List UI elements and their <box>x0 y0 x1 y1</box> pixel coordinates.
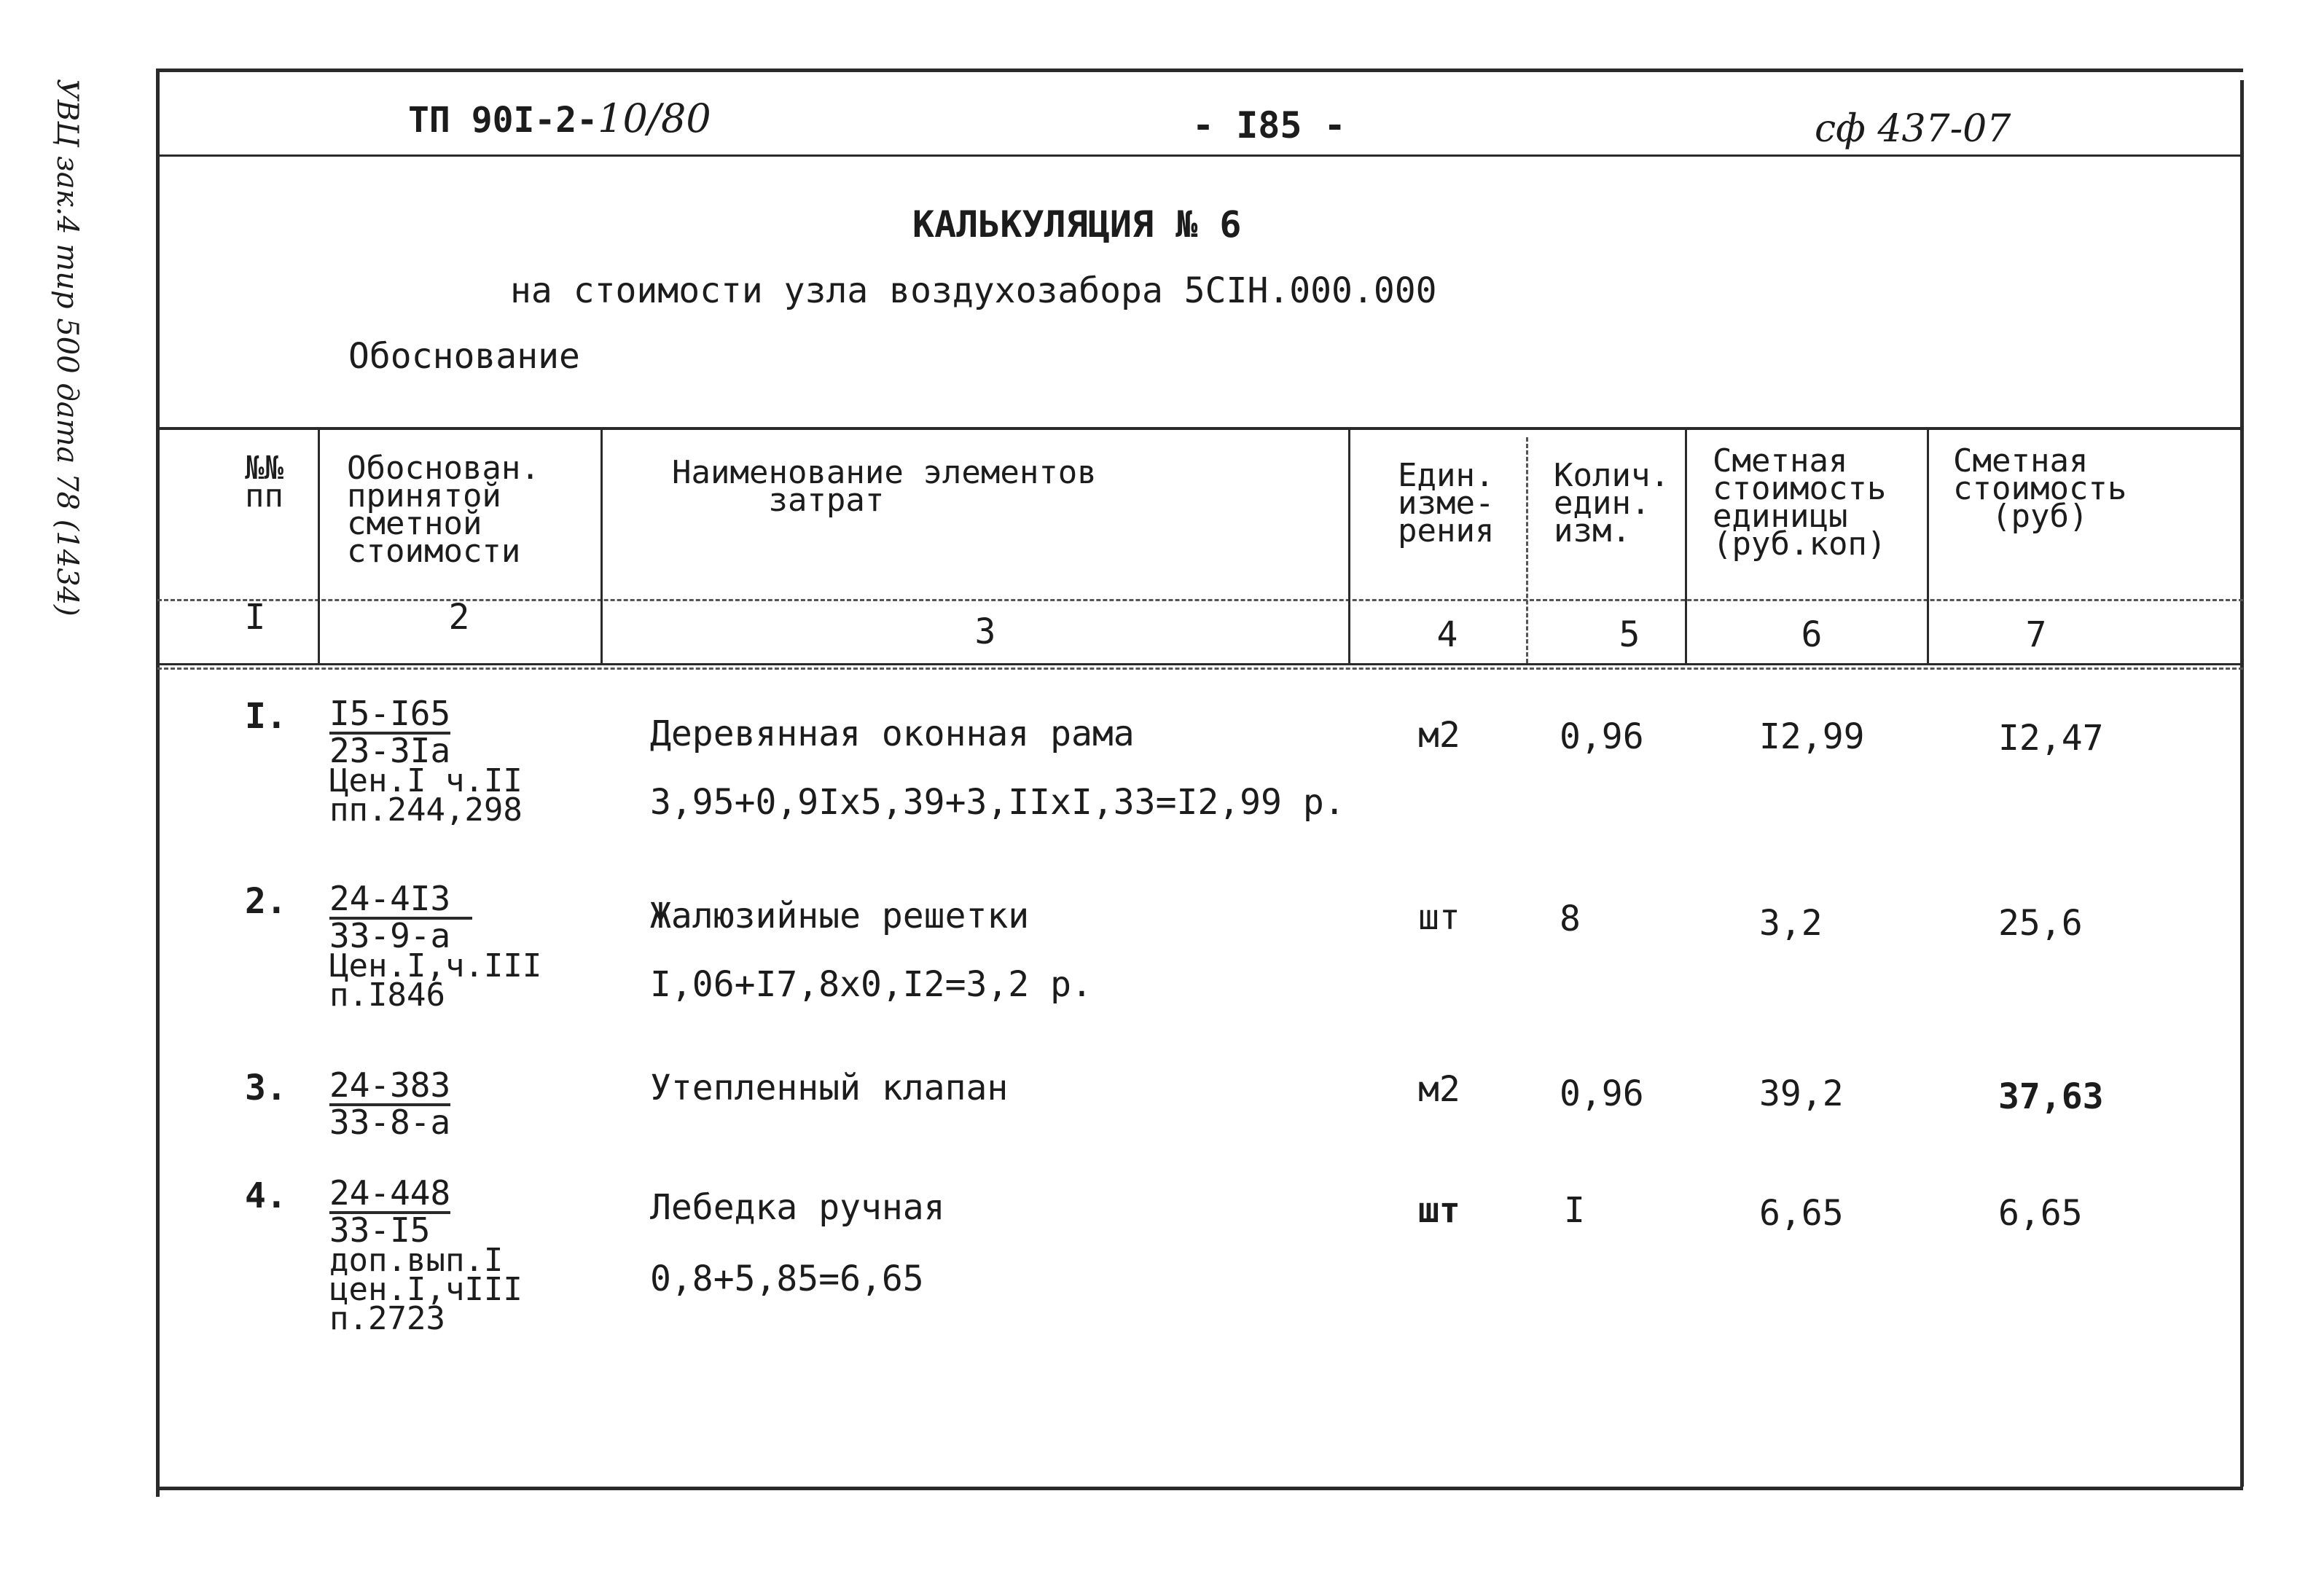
col-divider-3 <box>1348 428 1350 663</box>
header-basis: Обоснован. принятой сметной стоимости <box>347 450 540 570</box>
row-4-name: Лебедка ручная <box>650 1187 945 1228</box>
header-number: №№ пп <box>245 450 283 514</box>
row-4-total: 6,65 <box>1998 1193 2083 1234</box>
header-total-cost: Сметная стоимость (руб) <box>1953 442 2127 535</box>
row-2-quantity: 8 <box>1560 899 1581 939</box>
column-number-4: 4 <box>1436 614 1458 655</box>
col-divider-2 <box>600 428 603 663</box>
header-name: Наименование элементов затрат <box>672 454 1097 519</box>
table-top-rule <box>157 427 2243 430</box>
row-1-quantity: 0,96 <box>1560 716 1644 757</box>
column-number-1: I <box>244 597 266 638</box>
column-number-3: 3 <box>974 611 996 652</box>
column-number-6: 6 <box>1801 614 1823 655</box>
row-3-basis: 24-383 33-8-а <box>329 1065 451 1142</box>
row-1-calculation: 3,95+0,9Iх5,39+3,IIхI,33=I2,99 р. <box>650 782 1345 823</box>
column-number-7: 7 <box>2025 614 2047 655</box>
frame-bottom <box>156 1487 2243 1490</box>
row-2-total: 25,6 <box>1998 903 2083 944</box>
row-4-number: 4. <box>245 1175 287 1216</box>
col-divider-5 <box>1685 428 1687 663</box>
document-subtitle: на стоимости узла воздухозабора 5СIН.000.000 <box>510 270 1437 311</box>
column-number-2: 2 <box>448 597 470 638</box>
row-4-calculation: 0,8+5,85=6,65 <box>650 1259 924 1299</box>
row-3-unit: м2 <box>1418 1069 1460 1110</box>
row-4-unit: шт <box>1418 1190 1460 1231</box>
row-2-unit-cost: 3,2 <box>1759 903 1823 944</box>
margin-stamp: УВЦ зак.4 тир 500 дата 78 (1434) <box>50 79 84 617</box>
sheet-reference: сф 437-07 <box>1815 107 2011 151</box>
row-1-unit-cost: I2,99 <box>1759 716 1865 757</box>
row-1-name: Деревянная оконная рама <box>650 713 1135 754</box>
header-unit-cost: Сметная стоимость единицы (руб.коп) <box>1713 442 1887 563</box>
row-2-basis: 24-4I3 33-9-а Цен.I,ч.III п.I846 <box>329 879 542 1014</box>
row-2-name: Жалюзийные решетки <box>650 896 1030 936</box>
frame-left <box>156 69 160 1497</box>
page-number: - I85 - <box>1192 104 1346 146</box>
number-row-bottom-rule <box>157 663 2243 665</box>
basis-label: Обоснование <box>348 336 580 377</box>
row-4-basis: 24-448 33-I5 доп.вып.I цен.I,чIII п.2723 <box>329 1173 523 1337</box>
header-separator <box>157 154 2243 157</box>
header-unit: Един. изме- рения <box>1398 457 1495 549</box>
row-3-unit-cost: 39,2 <box>1759 1073 1844 1114</box>
col-divider-6 <box>1927 428 1929 663</box>
row-1-basis: I5-I65 23-3Iа Цен.I ч.II пп.244,298 <box>329 694 523 829</box>
frame-top <box>157 69 2243 72</box>
row-1-unit: м2 <box>1418 715 1460 756</box>
doc-code: ТП 90I-2-10/80 <box>408 95 711 141</box>
row-1-total: I2,47 <box>1998 718 2104 759</box>
body-top-rule <box>157 668 2243 670</box>
col-divider-1 <box>318 428 320 663</box>
row-4-quantity: I <box>1564 1190 1585 1231</box>
frame-right <box>2240 80 2244 1487</box>
column-number-5: 5 <box>1619 614 1640 655</box>
row-2-number: 2. <box>245 881 287 922</box>
row-2-unit: шт <box>1418 897 1460 938</box>
row-2-calculation: I,06+I7,8х0,I2=3,2 р. <box>650 964 1092 1005</box>
row-1-number: I. <box>245 696 287 737</box>
row-3-name: Утепленный клапан <box>650 1068 1009 1108</box>
header-quantity: Колич. един. изм. <box>1554 457 1670 549</box>
row-3-quantity: 0,96 <box>1560 1073 1644 1114</box>
col-divider-4 <box>1526 437 1530 663</box>
row-3-total: 37,63 <box>1998 1076 2104 1117</box>
row-3-number: 3. <box>245 1068 287 1108</box>
document-title: КАЛЬКУЛЯЦИЯ № 6 <box>912 203 1242 246</box>
row-4-unit-cost: 6,65 <box>1759 1193 1844 1234</box>
